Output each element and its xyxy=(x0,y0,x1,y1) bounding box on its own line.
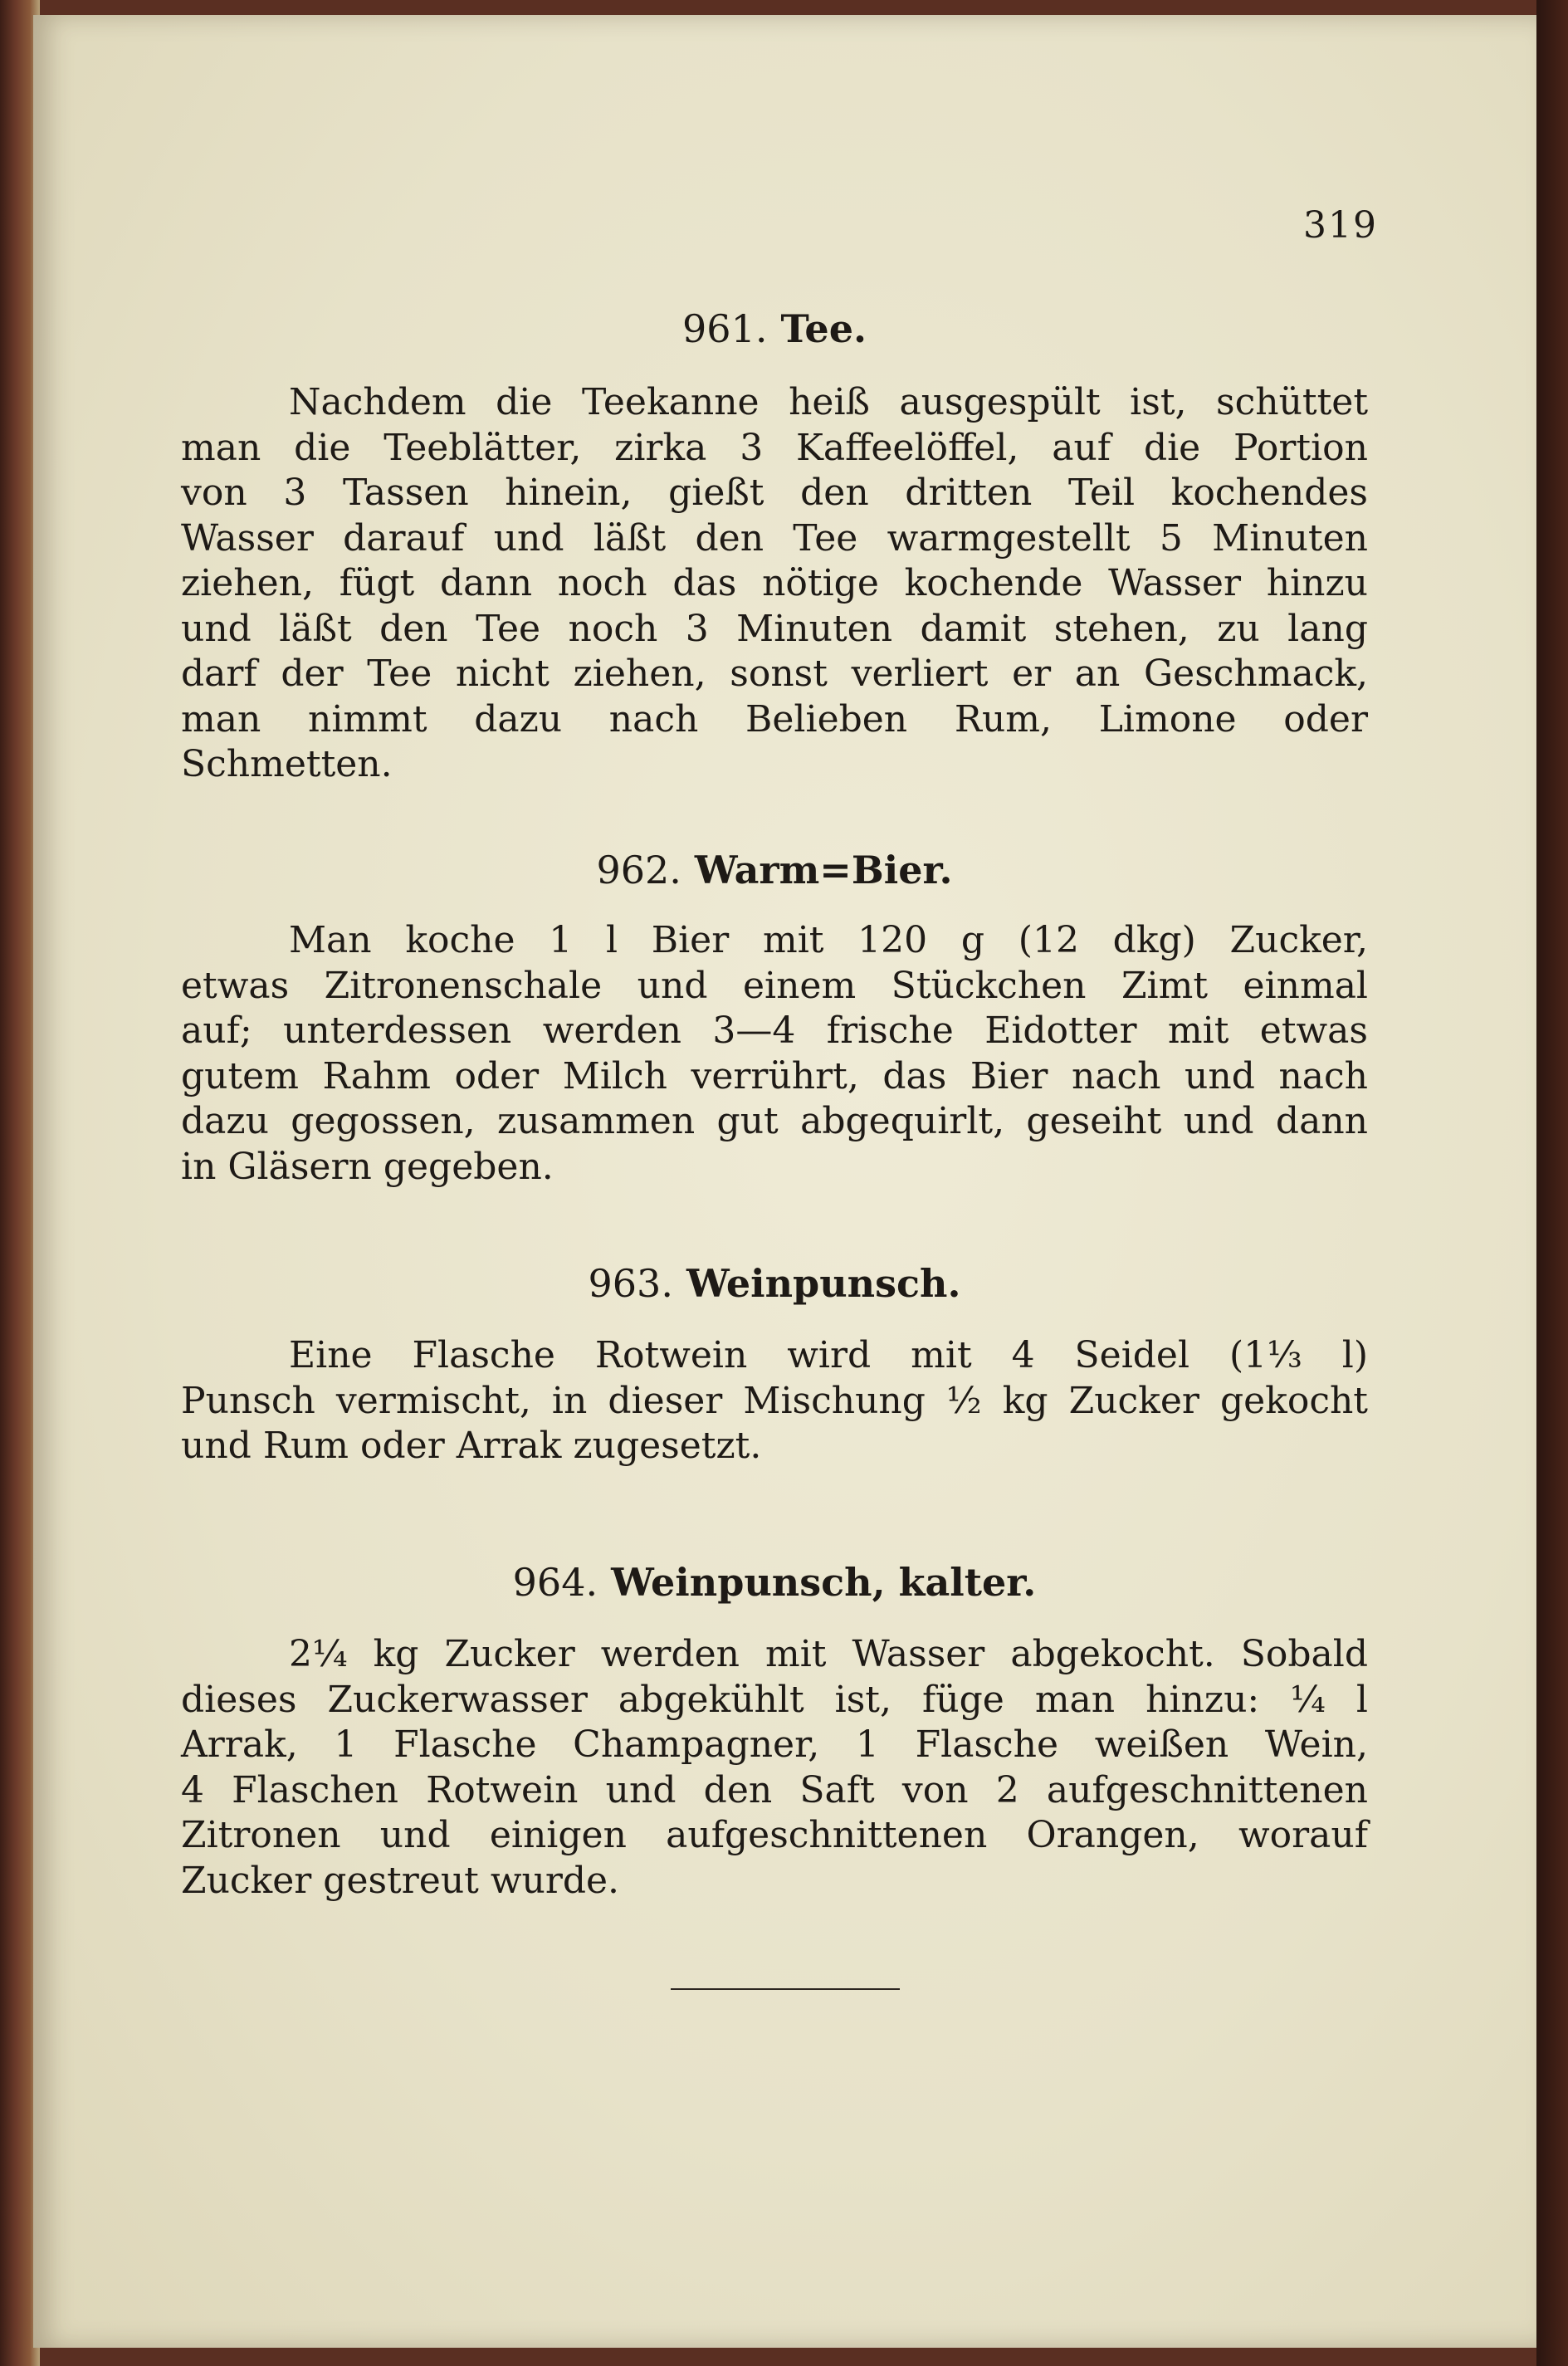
text-line: in Gläsern gegeben. xyxy=(181,1145,554,1188)
recipe-961 xyxy=(181,297,1368,788)
text-line: Man koche 1 l Bier mit 120 g (12 dkg) Zucker, xyxy=(289,919,1368,961)
text-line: man nimmt dazu nach Belieben Rum, Limone oder xyxy=(181,697,1368,741)
recipe-962 xyxy=(181,838,1368,1190)
page-number: 319 xyxy=(1303,204,1378,247)
recipe-heading xyxy=(181,838,1368,902)
recipe-number: 963. xyxy=(588,1261,673,1306)
text-line: 2¼ kg Zucker werden mit Wasser abgekocht. Sobald xyxy=(289,1633,1368,1675)
text-line: man die Teeblätter, zirka 3 Kaffeelöffel, auf die Portion xyxy=(181,426,1368,469)
text-line: von 3 Tassen hinein, gießt den dritten Teil kochendes xyxy=(181,472,1368,514)
recipe-number: 964. xyxy=(512,1560,598,1605)
recipe-title: Tee. xyxy=(780,306,867,351)
text-line: 4 Flaschen Rotwein und den Saft von 2 aufgeschnittenen xyxy=(181,1768,1368,1811)
recipe-heading xyxy=(181,1252,1368,1315)
text-line: auf; unterdessen werden 3—4 frische Eidotter mit etwas xyxy=(181,1009,1368,1052)
text-line: und läßt den Tee noch 3 Minuten damit stehen, zu lang xyxy=(181,607,1368,650)
text-line: ziehen, fügt dann noch das nötige kochende Wasser hinzu xyxy=(181,562,1368,604)
text-line: Schmetten. xyxy=(181,743,393,785)
text-line: und Rum oder Arrak zugesetzt. xyxy=(181,1425,762,1467)
text-line: gutem Rahm oder Milch verrührt, das Bier nach und nach xyxy=(181,1054,1368,1097)
recipe-text xyxy=(181,918,1368,1190)
text-line: Eine Flasche Rotwein wird mit 4 Seidel (1⅓ l) xyxy=(289,1334,1368,1376)
recipe-text xyxy=(181,380,1368,788)
recipe-number: 961. xyxy=(682,306,768,351)
text-line: Zitronen und einigen aufgeschnittenen Orangen, worauf xyxy=(181,1814,1368,1856)
recipe-text xyxy=(181,1333,1368,1469)
recipe-heading xyxy=(181,297,1368,360)
book-page xyxy=(33,15,1537,2348)
recipe-number: 962. xyxy=(596,848,681,892)
recipe-title: Warm=Bier. xyxy=(694,848,953,892)
page-edge xyxy=(1536,0,1568,2366)
text-line: Punsch vermischt, in dieser Mischung ½ kg Zucker gekocht xyxy=(181,1379,1368,1422)
text-line: Zucker gestreut wurde. xyxy=(181,1859,620,1902)
text-line: Wasser darauf und läßt den Tee warmgestellt 5 Minuten xyxy=(181,516,1368,560)
recipe-heading xyxy=(181,1551,1368,1614)
text-line: Nachdem die Teekanne heiß ausgespült ist, schüttet xyxy=(289,381,1368,423)
text-line: etwas Zitronenschale und einem Stückchen Zimt einmal xyxy=(181,964,1368,1007)
recipe-title: Weinpunsch. xyxy=(686,1261,961,1306)
text-line: Arrak, 1 Flasche Champagner, 1 Flasche weißen Wein, xyxy=(181,1723,1368,1766)
recipe-text xyxy=(181,1632,1368,1904)
recipe-963 xyxy=(181,1252,1368,1469)
recipe-title: Weinpunsch, kalter. xyxy=(611,1560,1037,1605)
recipe-964 xyxy=(181,1551,1368,1904)
text-line: dazu gegossen, zusammen gut abgequirlt, geseiht und dann xyxy=(181,1100,1368,1142)
end-divider xyxy=(671,1988,900,1990)
text-line: darf der Tee nicht ziehen, sonst verliert er an Geschmack, xyxy=(181,653,1368,695)
text-line: dieses Zuckerwasser abgekühlt ist, füge man hinzu: ¼ l xyxy=(181,1678,1368,1721)
